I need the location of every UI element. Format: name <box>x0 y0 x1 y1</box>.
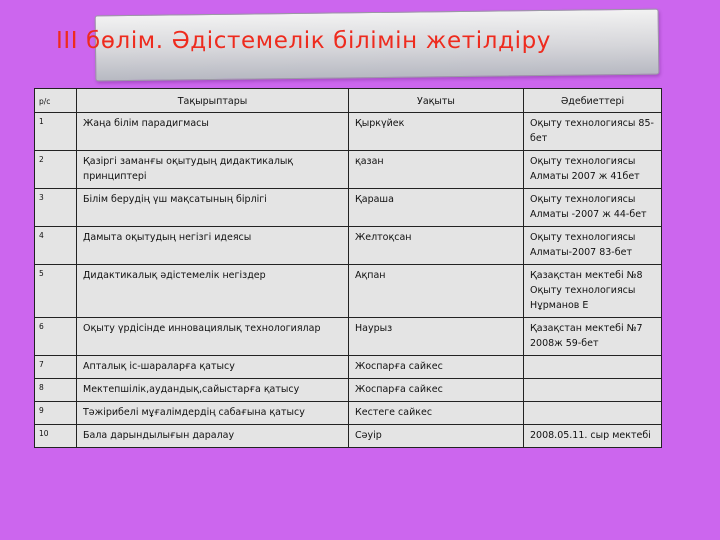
cell-time: Қыркүйек <box>349 113 524 151</box>
table-row <box>35 425 662 448</box>
cell-time: Қараша <box>349 189 524 227</box>
cell-topic: Оқыту үрдісінде инновациялық технологиялар <box>77 318 349 356</box>
table-row <box>35 402 662 425</box>
cell-num: 4 <box>35 227 77 265</box>
plan-table <box>34 88 662 448</box>
cell-literature: Оқыту технологиясы Алматы-2007 83-бет <box>524 227 662 265</box>
cell-time: Наурыз <box>349 318 524 356</box>
table-row <box>35 113 662 151</box>
cell-topic: Білім берудің үш мақсатының бірлігі <box>77 189 349 227</box>
cell-num: 5 <box>35 265 77 318</box>
cell-literature: Оқыту технологиясы Алматы -2007 ж 44-бет <box>524 189 662 227</box>
cell-time: Жоспарға сайкес <box>349 379 524 402</box>
header-literature: Әдебиеттері <box>524 89 662 113</box>
cell-num: 7 <box>35 356 77 379</box>
cell-topic: Бала дарындылығын даралау <box>77 425 349 448</box>
table-header-row <box>35 89 662 113</box>
cell-literature: 2008.05.11. сыр мектебі <box>524 425 662 448</box>
table-row <box>35 227 662 265</box>
cell-topic: Тәжірибелі мұғалімдердің сабағына қатысу <box>77 402 349 425</box>
cell-literature: Оқыту технологиясы 85-бет <box>524 113 662 151</box>
cell-time: Жоспарға сайкес <box>349 356 524 379</box>
cell-literature: Қазақстан мектебі №8 Оқыту технологиясы Нұрманов Е <box>524 265 662 318</box>
header-topic: Тақырыптары <box>77 89 349 113</box>
cell-time: Сәуір <box>349 425 524 448</box>
cell-num: 6 <box>35 318 77 356</box>
cell-time: Кестеге сайкес <box>349 402 524 425</box>
table-row <box>35 189 662 227</box>
cell-topic: Апталық іс-шараларға қатысу <box>77 356 349 379</box>
table-row <box>35 379 662 402</box>
cell-num: 9 <box>35 402 77 425</box>
cell-num: 3 <box>35 189 77 227</box>
cell-literature <box>524 356 662 379</box>
cell-num: 10 <box>35 425 77 448</box>
cell-topic: Жаңа білім парадигмасы <box>77 113 349 151</box>
cell-literature <box>524 379 662 402</box>
cell-literature: Оқыту технологиясы Алматы 2007 ж 41бет <box>524 151 662 189</box>
table-row <box>35 318 662 356</box>
table-row <box>35 151 662 189</box>
cell-time: қазан <box>349 151 524 189</box>
table-row <box>35 265 662 318</box>
header-time: Уақыты <box>349 89 524 113</box>
cell-num: 8 <box>35 379 77 402</box>
cell-time: Желтоқсан <box>349 227 524 265</box>
cell-literature: Қазақстан мектебі №7 2008ж 59-бет <box>524 318 662 356</box>
cell-time: Ақпан <box>349 265 524 318</box>
cell-num: 1 <box>35 113 77 151</box>
cell-num: 2 <box>35 151 77 189</box>
cell-topic: Мектепшілік,аудандық,сайыстарға қатысу <box>77 379 349 402</box>
cell-literature <box>524 402 662 425</box>
cell-topic: Дамыта оқытудың негізгі идеясы <box>77 227 349 265</box>
header-num: р/с <box>35 89 77 113</box>
cell-topic: Дидактикалық әдістемелік негіздер <box>77 265 349 318</box>
table-row <box>35 356 662 379</box>
cell-topic: Қазіргі заманғы оқытудың дидактикалық принциптері <box>77 151 349 189</box>
page-title: ІІІ бөлім. Әдістемелік білімін жетілдіру <box>56 28 551 54</box>
